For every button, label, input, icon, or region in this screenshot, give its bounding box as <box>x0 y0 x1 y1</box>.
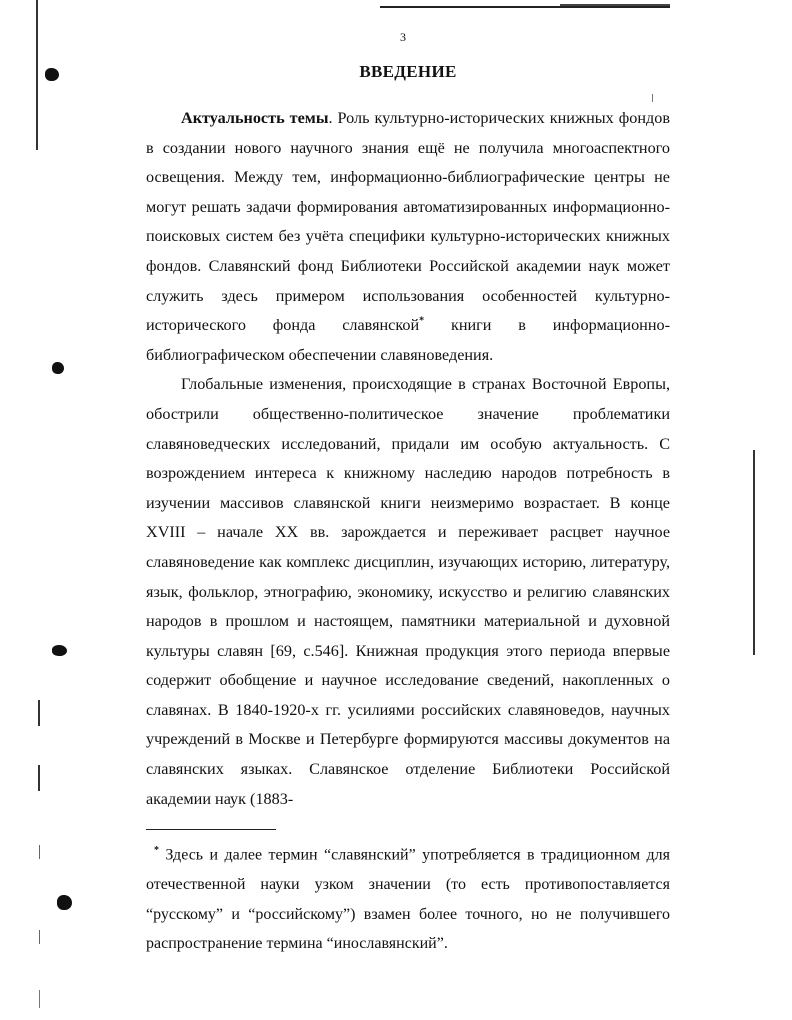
footnote-mark: * <box>419 315 425 327</box>
scan-margin-line <box>36 0 38 150</box>
footnote-text: Здесь и далее термин “славянский” употребляется в традиционном для отечественной науки узком значении (то есть противопоставляется “русскому” и “российскому”) взамен более точного, но не получившего распространение термина “инославянский”. <box>146 846 670 953</box>
binding-hole <box>52 645 67 656</box>
paragraph-text: книги в информационно-библиографическом обеспечении славяноведения. <box>146 316 670 364</box>
paragraph: Глобальные изменения, происходящие в странах Восточной Европы, обострили общественно-политическое значение проблематики славяноведческих исследований, придали им особую актуальность. С возрождением интереса к книжному наследию народов потребность в изучении массивов славянской книги неизмеримо возрастает. В конце XVIII – начале XX вв. зарождается и переживает расцвет научное славяноведение как комплекс дисциплин, изучающих историю, литературу, язык, фольклор, этнографию, экономику, искусство и религию славянских народов в прошлом и настоящем, памятники материальной и духовной культуры славян [69, с.546]. Книжная продукция этого периода впервые содержит обобщение и научное исследование сведений, накопленных о славянах. В 1840-1920-х гг. усилиями российских славяноведов, научных учреждений в Москве и Петербурге формируются массивы документов на славянских языках. Славянское отделение Библиотеки Российской академии наук (1883- <box>146 375 670 808</box>
paragraph-text: . Роль культурно-исторических книжных фондов в создании нового научного знания ещё не получила многоаспектного освещения. Между тем, информационно-библиографические центры не могут решать задачи формирования автоматизированных информационно-поисковых систем без учёта специфики культурно-исторических книжных фондов. Славянский фонд Библиотеки Российской академии наук может служить здесь примером использования особенностей культурно-исторического фонда славянской <box>146 109 670 335</box>
footnote <box>146 836 670 959</box>
scan-margin-line <box>38 700 40 726</box>
scan-margin-line <box>753 450 755 655</box>
binding-hole <box>45 68 59 81</box>
scan-margin-line <box>38 765 40 791</box>
scan-edge-line <box>560 4 670 6</box>
binding-hole <box>57 895 72 910</box>
page-title: ВВЕДЕНИЕ <box>359 62 457 81</box>
scan-margin-line <box>39 845 40 859</box>
scan-margin-line <box>39 990 40 1008</box>
footnote-separator <box>146 829 276 830</box>
scan-edge-line <box>380 6 670 8</box>
paragraph-lead: Актуальность темы <box>181 109 329 127</box>
binding-hole <box>52 362 64 374</box>
body-text <box>146 104 670 814</box>
footnote-mark: * <box>154 845 159 856</box>
scan-speck <box>652 94 653 102</box>
scan-margin-line <box>39 930 40 944</box>
paragraph <box>146 104 670 370</box>
page-number: 3 <box>400 30 406 44</box>
